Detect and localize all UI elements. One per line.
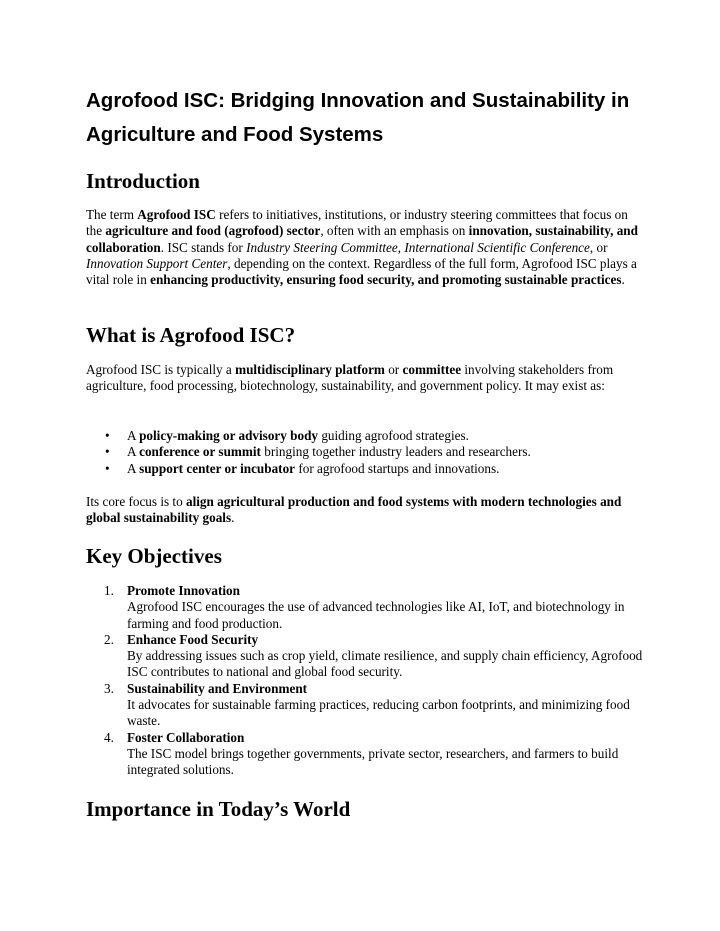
list-item: • A conference or summit bringing together industry leaders and researchers.	[105, 444, 531, 460]
heading-key-objectives: Key Objectives	[86, 544, 222, 568]
list-item: 2. Enhance Food Security By addressing issues such as crop yield, climate resilience, and supply chain efficiency, Agrofood ISC contributes to national and global food security.	[104, 631, 643, 680]
bullet-dot: •	[105, 460, 110, 476]
bullet-dot: •	[105, 428, 110, 443]
list-item: • A policy-making or advisory body guiding agrofood strategies.	[105, 428, 469, 443]
heading-importance: Importance in Today’s World	[86, 797, 351, 821]
list-item: 1. Promote Innovation Agrofood ISC encourages the use of advanced technologies like AI, IoT, and biotechnology in farming and food production.	[104, 583, 625, 631]
intro-paragraph: The term Agrofood ISC refers to initiatives, institutions, or industry steering committees that focus on the agriculture and food (agrofood) sector, often with an emphasis on innovation, sustainability, and collaboration. ISC stands for Industry Steering Committee, International Scientific Conference, or Innovation Support Center, depending on the context. Regardless of the full form, Agrofood ISC plays a vital role in enhancing productivity, ensuring food security, and promoting sustainable practices.	[86, 207, 638, 288]
list-item: • A support center or incubator for agrofood startups and innovations.	[105, 460, 500, 476]
what-paragraph: Agrofood ISC is typically a multidisciplinary platform or committee involving stakeholders from agriculture, food processing, biotechnology, sustainability, and government policy. It may exist as:	[86, 362, 614, 394]
document-title: Agrofood ISC: Bridging Innovation and Sustainability in Agriculture and Food Systems	[86, 89, 630, 146]
heading-introduction: Introduction	[86, 169, 200, 193]
list-item: 3. Sustainability and Environment It advocates for sustainable farming practices, reducing carbon footprints, and minimizing food waste.	[104, 680, 630, 729]
list-item: 4. Foster Collaboration The ISC model brings together governments, private sector, researchers, and farmers to build integrated solutions.	[104, 729, 619, 778]
bullet-list	[86, 428, 646, 477]
objectives-list	[86, 583, 646, 779]
core-focus-paragraph: Its core focus is to align agricultural production and food systems with modern technologies and global sustainability goals.	[86, 494, 622, 526]
bullet-dot: •	[105, 444, 110, 460]
heading-what-is: What is Agrofood ISC?	[86, 323, 296, 347]
